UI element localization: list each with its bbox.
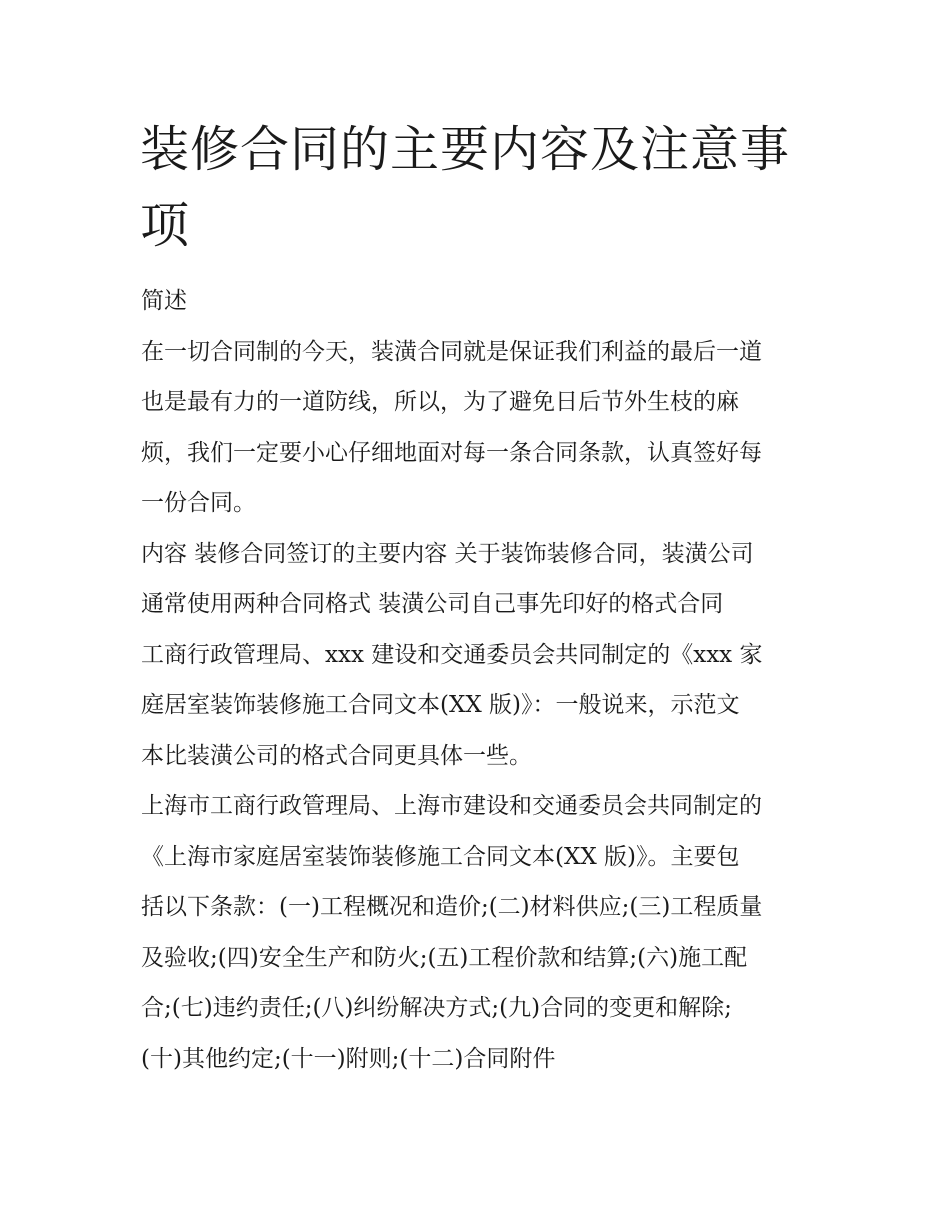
document-title [140, 112, 830, 264]
text-line: 《上海市家庭居室装饰装修施工合同文本(XX 版)》。主要包 [141, 843, 740, 870]
title-line: 项 [140, 197, 191, 254]
text-line: 上海市工商行政管理局、上海市建设和交通委员会共同制定的 [141, 793, 762, 819]
shanghai-contract-paragraph [141, 781, 821, 1084]
text-line: 一份合同。 [141, 490, 256, 516]
text-line: (十)其他约定;(十一)附则;(十二)合同附件 [141, 1045, 556, 1072]
title-line: 装修合同的主要内容及注意事 [140, 121, 791, 178]
text-line: 庭居室装饰装修施工合同文本(XX 版)》：一般说来，示范文 [141, 692, 740, 718]
document-body [141, 276, 821, 1084]
summary-heading [141, 276, 821, 327]
text-line: 烦，我们一定要小心仔细地面对每一条合同条款，认真签好每 [141, 439, 762, 466]
content-intro-paragraph [141, 529, 821, 782]
text-line: 在一切合同制的今天，装潢合同就是保证我们利益的最后一道 [141, 338, 762, 365]
text-line: 通常使用两种合同格式 装潢公司自己事先印好的格式合同 [141, 591, 724, 617]
text-line: 及验收;(四)安全生产和防火;(五)工程价款和结算;(六)施工配 [141, 944, 748, 971]
text-line: 本比装潢公司的格式合同更具体一些。 [141, 742, 532, 769]
text-line: 也是最有力的一道防线，所以，为了避免日后节外生枝的麻 [141, 389, 739, 415]
text-line: 工商行政管理局、xxx 建设和交通委员会共同制定的《xxx 家 [141, 641, 763, 668]
text-line: 括以下条款：(一)工程概况和造价;(二)材料供应;(三)工程质量 [141, 894, 763, 920]
summary-paragraph [141, 327, 821, 529]
text-line: 简述 [141, 288, 187, 314]
text-line: 内容 装修合同签订的主要内容 关于装饰装修合同，装潢公司 [141, 540, 754, 567]
text-line: 合;(七)违约责任;(八)纠纷解决方式;(九)合同的变更和解除; [141, 995, 732, 1021]
